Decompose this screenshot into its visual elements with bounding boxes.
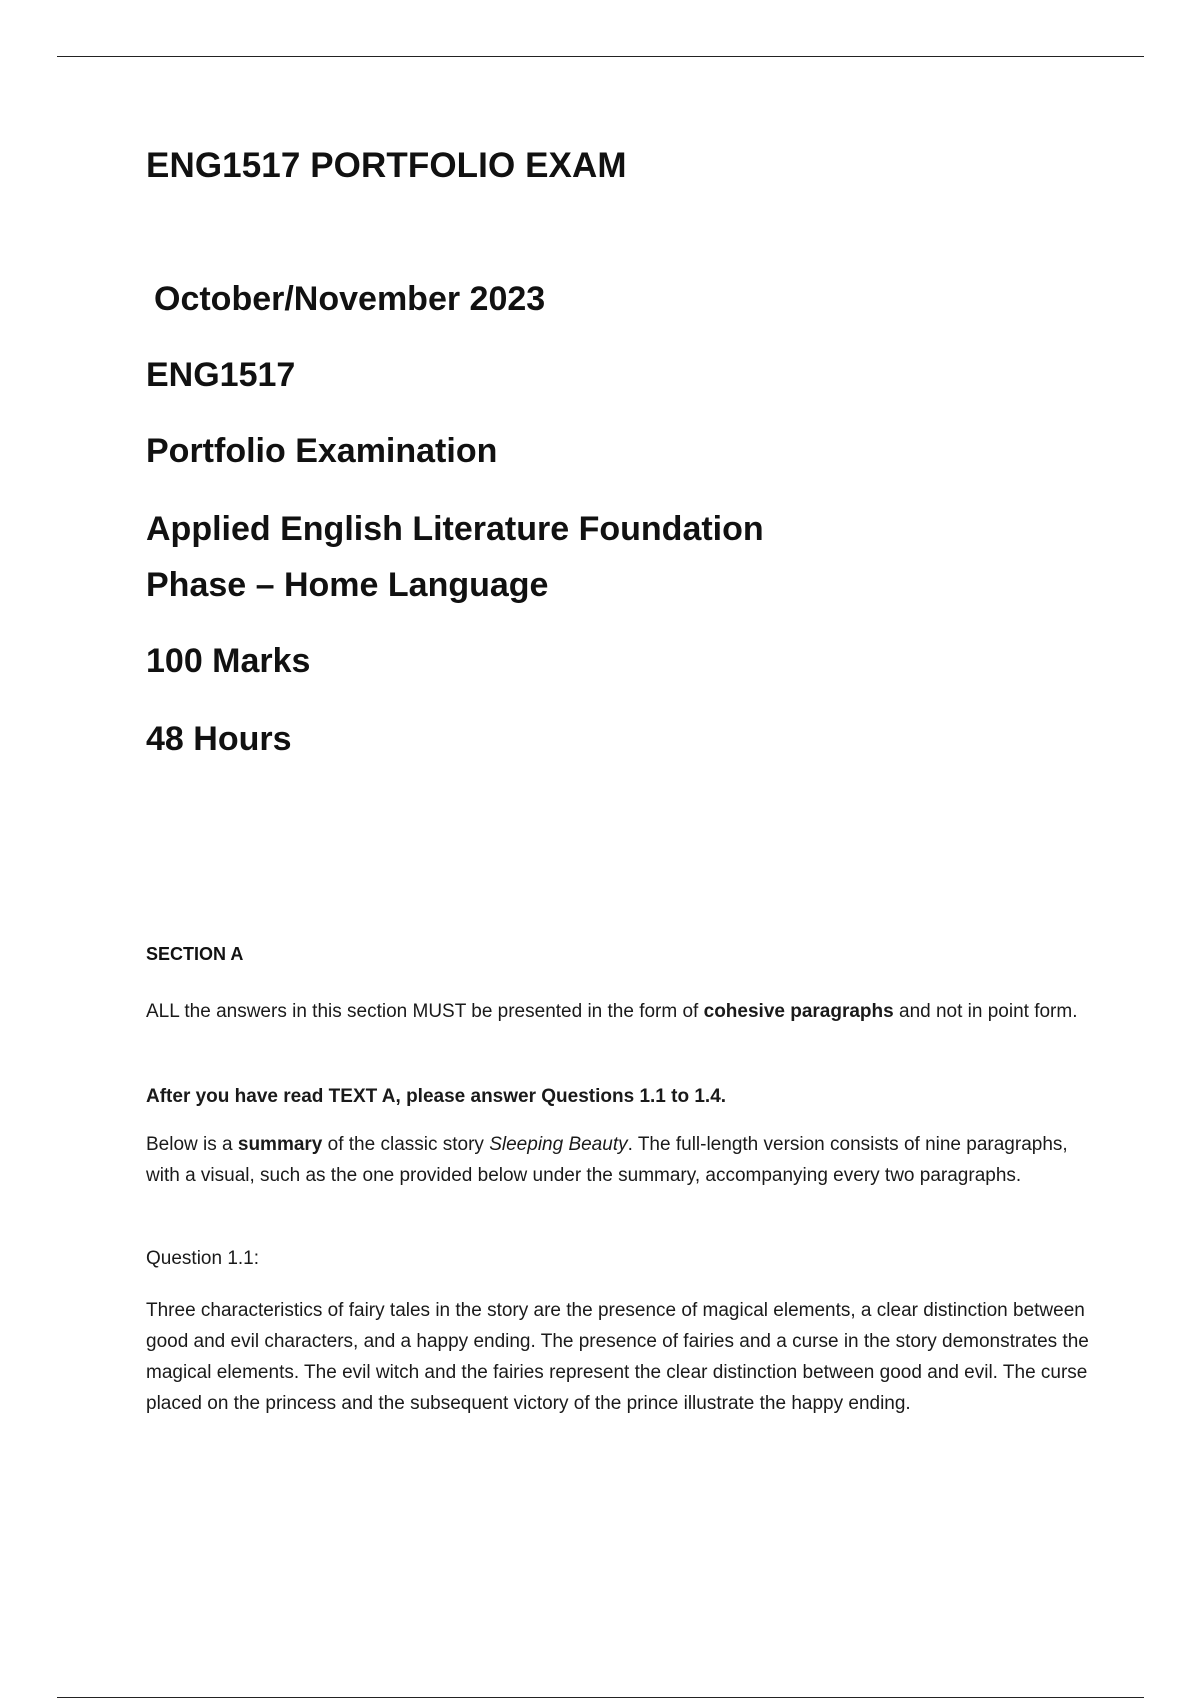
- exam-date: October/November 2023: [154, 280, 546, 318]
- course-name: [146, 501, 764, 613]
- summary-text-3: . The full-length version consists of nine paragraphs, with a visual, such as the one provided below under the summary, accompanying every two paragraphs.: [146, 1134, 1068, 1186]
- total-marks: 100 Marks: [146, 642, 311, 680]
- duration: 48 Hours: [146, 720, 292, 758]
- answer-paragraph: Three characteristics of fairy tales in the story are the presence of magical elements, a clear distinction between good and evil characters, and a happy ending. The presence of fairies and a curse in the story demonstrates the magical elements. The evil witch and the fairies represent the clear distinction between good and evil. The curse placed on the princess and the subsequent victory of the prince illustrate the happy ending.: [146, 1300, 1089, 1414]
- summary-emphasis: summary: [237, 1134, 323, 1155]
- document-title: ENG1517 PORTFOLIO EXAM: [146, 146, 627, 185]
- reading-directive: After you have read TEXT A, please answer Questions 1.1 to 1.4.: [146, 1086, 727, 1107]
- course-name-line2: Phase – Home Language: [146, 566, 549, 604]
- exam-type: Portfolio Examination: [146, 432, 498, 470]
- question-label: Question 1.1:: [146, 1248, 260, 1269]
- top-divider: [57, 56, 1144, 57]
- course-name-line1: Applied English Literature Foundation: [146, 510, 764, 548]
- summary-text-2: of the classic story: [322, 1134, 490, 1155]
- section-instructions: [146, 996, 1096, 1027]
- module-code: ENG1517: [146, 356, 296, 394]
- instructions-text-2: and not in point form.: [893, 1001, 1078, 1022]
- instructions-text-1: ALL the answers in this section MUST be presented in the form of: [146, 1001, 704, 1022]
- story-title: Sleeping Beauty: [489, 1134, 628, 1155]
- summary-intro: [146, 1129, 1096, 1191]
- section-heading: SECTION A: [146, 944, 244, 964]
- summary-text-1: Below is a: [146, 1134, 238, 1155]
- bottom-divider: [57, 1697, 1144, 1698]
- instructions-emphasis: cohesive paragraphs: [703, 1001, 894, 1022]
